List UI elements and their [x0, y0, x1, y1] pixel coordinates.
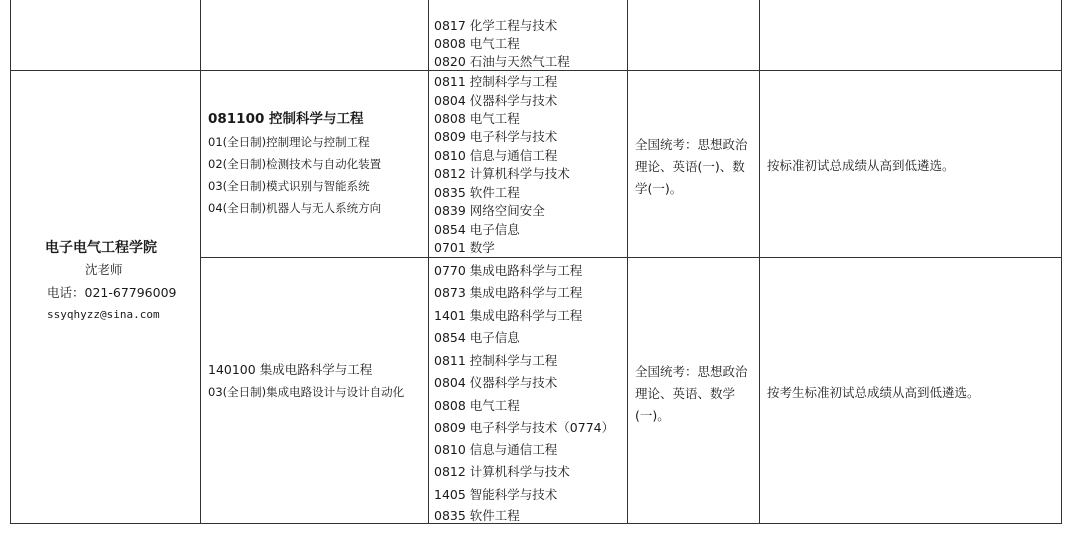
- list-item: 0810 信息与通信工程: [434, 148, 558, 163]
- direction-item: 03(全日制)模式识别与智能系统: [208, 179, 370, 193]
- list-item: 1401 集成电路科学与工程: [434, 308, 583, 323]
- list-item: 0701 数学: [434, 240, 495, 255]
- selection-rule: 按标准初试总成绩从高到低遴选。: [767, 158, 955, 173]
- column-divider-3: [627, 0, 628, 524]
- list-item: 0811 控制科学与工程: [434, 74, 558, 89]
- list-item: 0812 计算机科学与技术: [434, 166, 570, 181]
- direction-item: 03(全日制)集成电路设计与设计自动化: [208, 385, 405, 399]
- exam-subjects: 全国统考：思想政治理论、英语(一)、数学(一)。: [635, 137, 748, 196]
- list-item: 0808 电气工程: [434, 36, 520, 51]
- list-item: 0839 网络空间安全: [434, 203, 545, 218]
- list-item: 0835 软件工程: [434, 185, 520, 200]
- row-divider-top: [10, 70, 1062, 71]
- list-item: 0808 电气工程: [434, 398, 520, 413]
- list-item: 0804 仪器科学与技术: [434, 375, 558, 390]
- major-title: 140100 集成电路科学与工程: [208, 362, 373, 377]
- contact-person: 沈老师: [85, 262, 123, 277]
- contact-email: ssyqhyzz@sina.com: [47, 308, 160, 321]
- list-item: 1405 智能科学与技术: [434, 487, 558, 502]
- list-item: 0804 仪器科学与技术: [434, 93, 558, 108]
- direction-item: 01(全日制)控制理论与控制工程: [208, 135, 370, 149]
- list-item: 0770 集成电路科学与工程: [434, 263, 583, 278]
- list-item: 0854 电子信息: [434, 330, 520, 345]
- list-item: 0811 控制科学与工程: [434, 353, 558, 368]
- contact-phone: 电话：021-67796009: [47, 285, 177, 300]
- list-item: 0809 电子科学与技术: [434, 129, 558, 144]
- selection-rule: 按考生标准初试总成绩从高到低遴选。: [767, 385, 980, 400]
- column-divider-2: [428, 0, 429, 524]
- table-border-right: [1061, 0, 1062, 524]
- list-item: 0854 电子信息: [434, 222, 520, 237]
- row-divider-middle: [200, 257, 1062, 258]
- list-item: 0810 信息与通信工程: [434, 442, 558, 457]
- list-item: 0812 计算机科学与技术: [434, 464, 570, 479]
- table-border-left: [10, 0, 11, 524]
- list-item: 0873 集成电路科学与工程: [434, 285, 583, 300]
- column-divider-4: [759, 0, 760, 524]
- list-item: 0820 石油与天然气工程: [434, 54, 570, 69]
- table-border-bottom: [10, 523, 1062, 524]
- list-item: 0808 电气工程: [434, 111, 520, 126]
- list-item: 0817 化学工程与技术: [434, 18, 558, 33]
- school-name: 电子电气工程学院: [45, 240, 157, 256]
- direction-item: 02(全日制)检测技术与自动化装置: [208, 157, 382, 171]
- list-item: 0809 电子科学与技术（0774）: [434, 420, 615, 435]
- list-item: 0835 软件工程: [434, 508, 520, 523]
- exam-subjects: 全国统考：思想政治理论、英语、数学(一)。: [635, 364, 748, 423]
- column-divider-1: [200, 0, 201, 524]
- major-title: 081100 控制科学与工程: [208, 111, 364, 127]
- direction-item: 04(全日制)机器人与无人系统方向: [208, 201, 382, 215]
